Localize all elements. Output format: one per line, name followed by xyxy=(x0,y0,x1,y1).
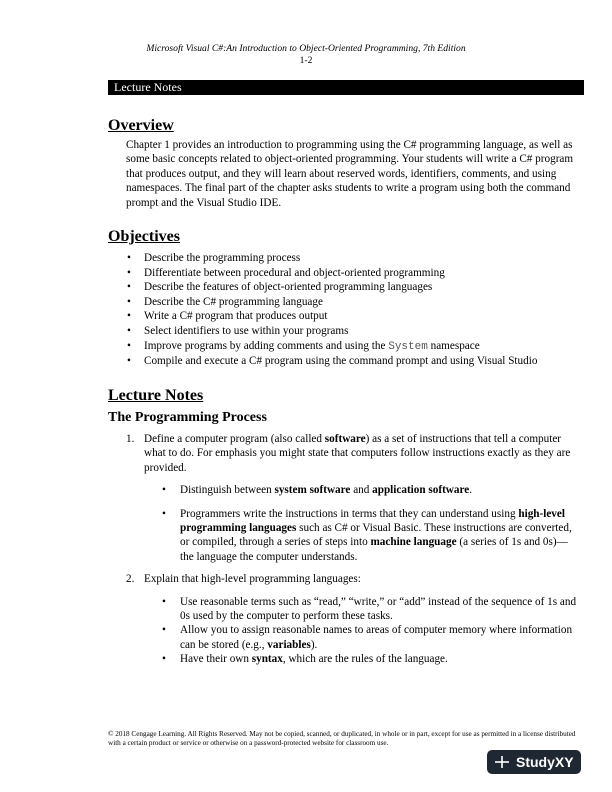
term-variables: variables xyxy=(267,638,311,651)
text-run: Programmers write the instructions in terms that they can understand using xyxy=(180,507,519,520)
objective-text: namespace xyxy=(427,339,480,352)
list-item: • Compile and execute a C# program using the command prompt and using Visual Studio xyxy=(126,354,586,369)
section-bar: Lecture Notes xyxy=(108,80,584,95)
lecture-notes-heading: Lecture Notes xyxy=(108,387,204,404)
list-item xyxy=(126,339,586,355)
term-machine-language: machine language xyxy=(370,536,457,549)
list-item xyxy=(144,483,578,497)
step-text xyxy=(144,432,578,475)
text-run: such as C# or Visual Basic. These instructions are converted, or compiled, through a series of steps into xyxy=(180,522,572,549)
programming-process-heading: The Programming Process xyxy=(108,410,267,425)
list-item: • Describe the C# programming language xyxy=(126,295,586,310)
badge-label: StudyXY xyxy=(516,754,574,770)
step-text: Explain that high-level programming languages: xyxy=(144,573,361,586)
objectives-heading: Objectives xyxy=(108,228,180,245)
plus-icon xyxy=(494,755,510,769)
text-run: (a series of 1s and 0s)—the language the computer understands. xyxy=(180,536,568,563)
list-item: • Describe the programming process xyxy=(126,251,586,266)
step-1-bullets xyxy=(144,483,578,564)
list-item: • Describe the features of object-oriented programming languages xyxy=(126,280,586,295)
term-system-software: system software xyxy=(274,484,351,497)
text-run: , which are the rules of the language. xyxy=(282,653,448,666)
step-2-bullets xyxy=(144,595,578,667)
list-item: • Use reasonable terms such as “read,” “write,” or “add” instead of the sequence of 1s and 0s used by the computer to perform these tasks. xyxy=(144,595,578,624)
list-item xyxy=(144,507,578,565)
text-run: . xyxy=(469,484,472,497)
list-item xyxy=(144,623,578,652)
text-run: ) as a set of instructions that tell a computer what to do. For emphasis you might state that computers follow instructions exactly as they are provided. xyxy=(144,433,571,474)
text-run: and xyxy=(350,484,373,497)
objective-text: Improve programs by adding comments and using the xyxy=(144,339,389,352)
step-2 xyxy=(126,572,578,666)
list-item: • Select identifiers to use within your programs xyxy=(126,324,586,339)
step-1 xyxy=(126,432,578,564)
text-run: Distinguish between xyxy=(180,484,275,497)
code-system: System xyxy=(388,340,428,353)
term-syntax: syntax xyxy=(251,653,283,666)
studyxy-badge[interactable] xyxy=(487,750,581,774)
running-header: Microsoft Visual C#:An Introduction to Object-Oriented Programming, 7th Edition xyxy=(146,43,466,54)
step-number: 1. xyxy=(126,433,135,445)
page-number: 1-2 xyxy=(299,55,313,66)
overview-paragraph: Chapter 1 provides an introduction to programming using the C# programming language, as well as some basic concepts related to object-oriented programming. Your students will write a C# program that produces output, and they will learn about reserved words, identifiers, comments, and using namespaces. The final part of the chapter asks students to write a program using both the command prompt and the Visual Studio IDE. xyxy=(126,139,574,209)
term-high-level: high-level programming languages xyxy=(180,507,565,535)
term-application-software: application software xyxy=(372,484,470,497)
list-item: • Write a C# program that produces output xyxy=(126,309,586,324)
copyright-footer: © 2018 Cengage Learning. All Rights Reserved. May not be copied, scanned, or duplicated, in whole or in part, except for use as permitted in a license distributed with a certain product or service or otherwise on a password-protected website for classroom use. xyxy=(108,730,576,747)
text-run: Allow you to assign reasonable names to areas of computer memory where information can be stored (e.g., xyxy=(180,624,573,651)
list-item: • Differentiate between procedural and object-oriented programming xyxy=(126,266,586,281)
overview-heading: Overview xyxy=(108,117,174,134)
objectives-list xyxy=(126,251,586,369)
text-run: ). xyxy=(310,638,318,651)
list-item xyxy=(144,652,578,666)
steps-list xyxy=(126,432,578,667)
step-number: 2. xyxy=(126,573,135,586)
term-software: software xyxy=(324,433,366,445)
text-run: Have their own xyxy=(180,653,252,666)
text-run: Define a computer program (also called xyxy=(144,433,325,445)
